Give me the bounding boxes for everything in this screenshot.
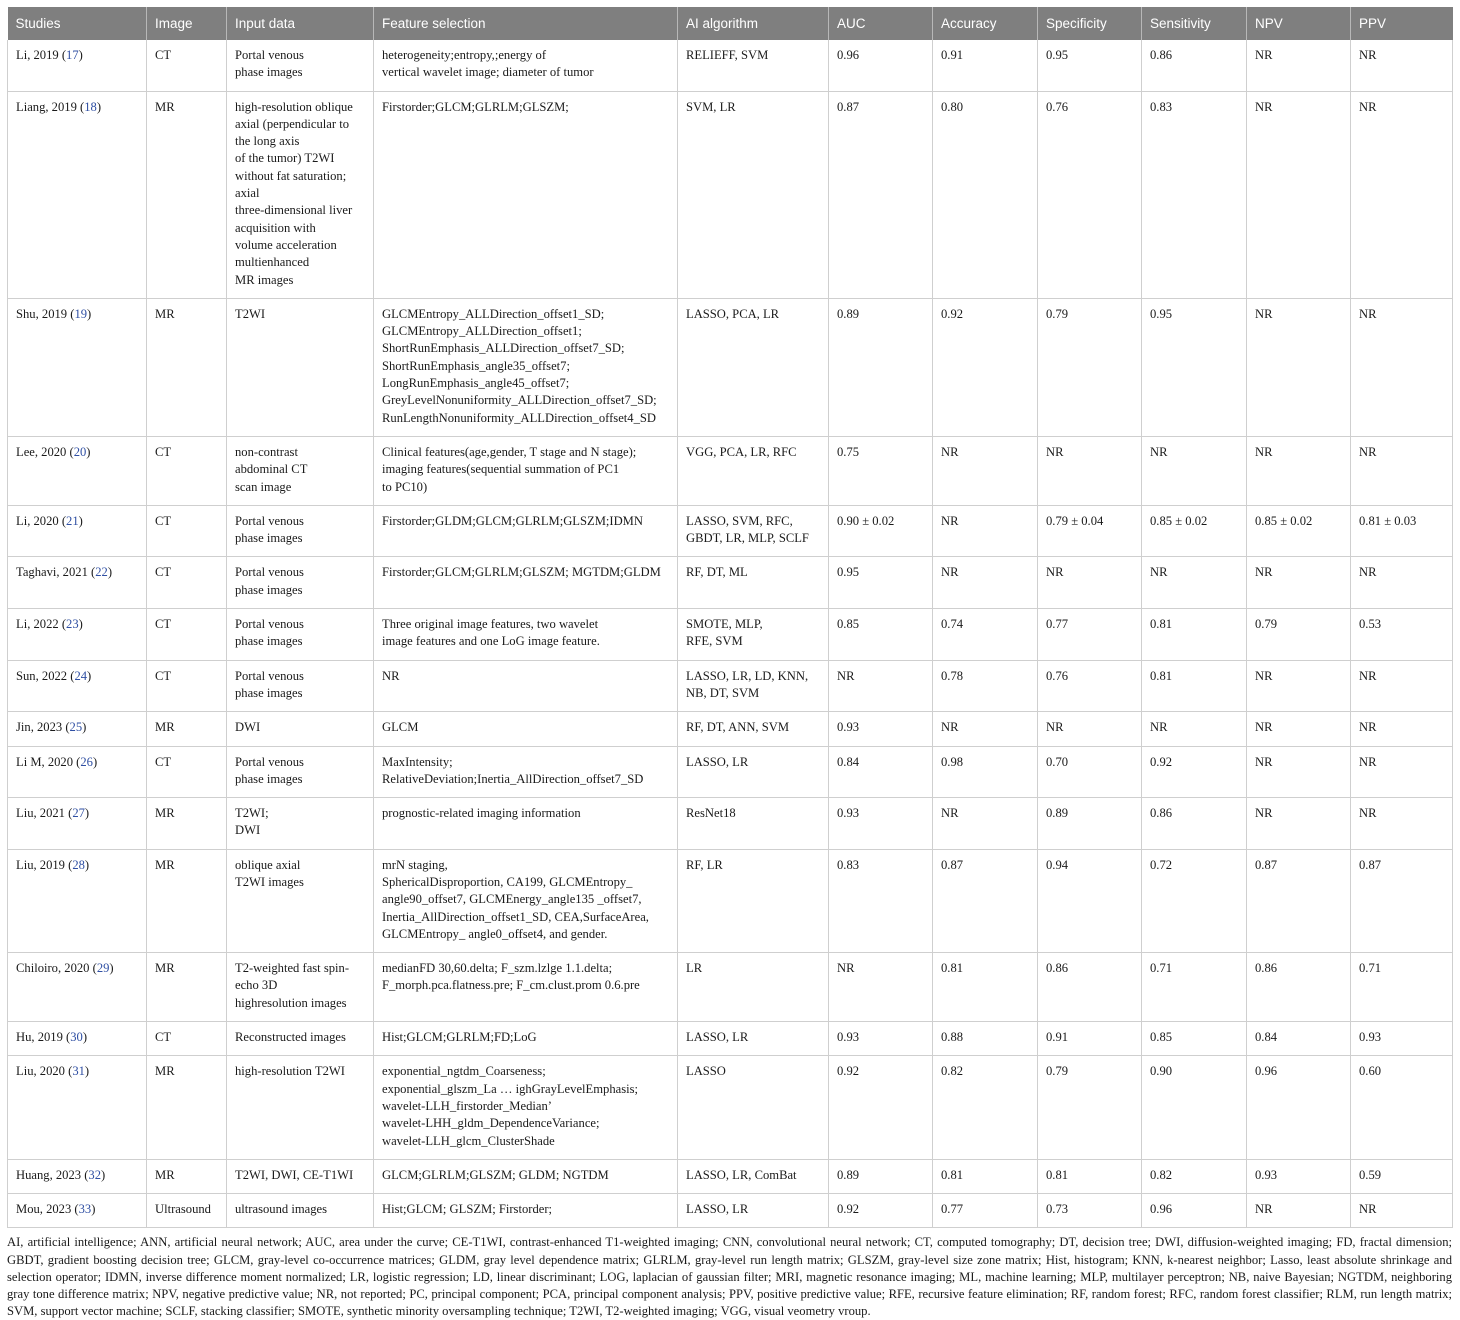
accuracy-cell: 0.82	[933, 1056, 1038, 1159]
input-data-cell: DWI	[227, 712, 374, 746]
ai-algorithm-cell: RELIEFF, SVM	[678, 40, 829, 91]
study-cell: Li M, 2020 (26)	[8, 746, 147, 798]
table-row	[8, 1159, 1453, 1193]
sensitivity-cell: 0.71	[1142, 953, 1247, 1022]
input-data-cell: Portal venous phase images	[227, 660, 374, 712]
sensitivity-cell: NR	[1142, 436, 1247, 505]
accuracy-cell: 0.88	[933, 1022, 1038, 1056]
study-cell: Liang, 2019 (18)	[8, 91, 147, 298]
study-name: Lee, 2020	[16, 444, 67, 459]
reference-link[interactable]: 26	[80, 754, 93, 769]
npv-cell: NR	[1247, 746, 1351, 798]
ai-algorithm-cell: RF, LR	[678, 849, 829, 952]
image-cell: CT	[147, 746, 227, 798]
reference-link[interactable]: 30	[70, 1030, 83, 1045]
header-accuracy: Accuracy	[933, 7, 1038, 40]
specificity-cell: 0.79	[1038, 298, 1142, 436]
accuracy-cell: 0.81	[933, 953, 1038, 1022]
image-cell: CT	[147, 505, 227, 557]
input-data-cell: Portal venous phase images	[227, 505, 374, 557]
input-data-cell: T2WI, DWI, CE-T1WI	[227, 1159, 374, 1193]
sensitivity-cell: 0.81	[1142, 609, 1247, 661]
auc-cell: 0.75	[829, 436, 933, 505]
study-cell: Sun, 2022 (24)	[8, 660, 147, 712]
study-name: Chiloiro, 2020	[16, 961, 90, 976]
accuracy-cell: NR	[933, 557, 1038, 609]
accuracy-cell: NR	[933, 798, 1038, 850]
input-data-cell: Portal venous phase images	[227, 40, 374, 91]
study-cell: Chiloiro, 2020 (29)	[8, 953, 147, 1022]
image-cell: CT	[147, 557, 227, 609]
accuracy-cell: 0.91	[933, 40, 1038, 91]
table-row	[8, 1022, 1453, 1056]
table-row	[8, 505, 1453, 557]
table-row	[8, 746, 1453, 798]
ai-algorithm-cell: SVM, LR	[678, 91, 829, 298]
sensitivity-cell: 0.86	[1142, 40, 1247, 91]
npv-cell: NR	[1247, 660, 1351, 712]
auc-cell: NR	[829, 953, 933, 1022]
specificity-cell: 0.70	[1038, 746, 1142, 798]
table-container	[7, 7, 1452, 1320]
specificity-cell: 0.86	[1038, 953, 1142, 1022]
table-row	[8, 40, 1453, 91]
auc-cell: 0.93	[829, 712, 933, 746]
ai-algorithm-cell: LR	[678, 953, 829, 1022]
npv-cell: 0.87	[1247, 849, 1351, 952]
header-input-data: Input data	[227, 7, 374, 40]
auc-cell: 0.96	[829, 40, 933, 91]
feature-selection-cell: GLCM;GLRLM;GLSZM; GLDM; NGTDM	[374, 1159, 678, 1193]
feature-selection-cell: GLCM	[374, 712, 678, 746]
accuracy-cell: 0.87	[933, 849, 1038, 952]
accuracy-cell: 0.78	[933, 660, 1038, 712]
table-row	[8, 712, 1453, 746]
header-studies: Studies	[8, 7, 147, 40]
sensitivity-cell: 0.81	[1142, 660, 1247, 712]
reference-link[interactable]: 22	[95, 565, 108, 580]
study-name: Shu, 2019	[16, 306, 68, 321]
feature-selection-cell: NR	[374, 660, 678, 712]
feature-selection-cell: Firstorder;GLCM;GLRLM;GLSZM; MGTDM;GLDM	[374, 557, 678, 609]
reference-link[interactable]: 25	[69, 720, 83, 735]
reference-link[interactable]: 23	[66, 617, 79, 632]
input-data-cell: oblique axial T2WI images	[227, 849, 374, 952]
sensitivity-cell: NR	[1142, 557, 1247, 609]
sensitivity-cell: 0.85 ± 0.02	[1142, 505, 1247, 557]
ai-algorithm-cell: LASSO, LR	[678, 746, 829, 798]
ai-algorithm-cell: LASSO	[678, 1056, 829, 1159]
auc-cell: 0.90 ± 0.02	[829, 505, 933, 557]
image-cell: MR	[147, 91, 227, 298]
image-cell: CT	[147, 40, 227, 91]
npv-cell: NR	[1247, 1194, 1351, 1228]
reference-link[interactable]: 33	[78, 1202, 92, 1217]
header-ai-algorithm: AI algorithm	[678, 7, 829, 40]
header-ppv: PPV	[1351, 7, 1453, 40]
sensitivity-cell: 0.95	[1142, 298, 1247, 436]
reference-link[interactable]: 27	[72, 806, 85, 821]
auc-cell: 0.95	[829, 557, 933, 609]
specificity-cell: 0.91	[1038, 1022, 1142, 1056]
table-row	[8, 436, 1453, 505]
ppv-cell: 0.60	[1351, 1056, 1453, 1159]
table-header-row	[8, 7, 1453, 40]
npv-cell: NR	[1247, 91, 1351, 298]
npv-cell: NR	[1247, 798, 1351, 850]
ppv-cell: NR	[1351, 436, 1453, 505]
header-specificity: Specificity	[1038, 7, 1142, 40]
feature-selection-cell: mrN staging, SphericalDisproportion, CA199, GLCMEntropy_ angle90_offset7, GLCMEnergy_angle135 _offset7, Inertia_AllDirection_offset1_SD, CEA,SurfaceArea, GLCMEntropy_ angle0_offset4, and gender.	[374, 849, 678, 952]
image-cell: CT	[147, 609, 227, 661]
header-sensitivity: Sensitivity	[1142, 7, 1247, 40]
image-cell: CT	[147, 436, 227, 505]
accuracy-cell: NR	[933, 505, 1038, 557]
header-image: Image	[147, 7, 227, 40]
study-cell: Lee, 2020 (20)	[8, 436, 147, 505]
feature-selection-cell: MaxIntensity; RelativeDeviation;Inertia_AllDirection_offset7_SD	[374, 746, 678, 798]
npv-cell: 0.96	[1247, 1056, 1351, 1159]
feature-selection-cell: exponential_ngtdm_Coarseness; exponential_glszm_La … ighGrayLevelEmphasis; wavelet-LLH_firstorder_Median’ wavelet-LHH_gldm_DependenceVariance; wavelet-LLH_glcm_ClusterShade	[374, 1056, 678, 1159]
ai-algorithm-cell: VGG, PCA, LR, RFC	[678, 436, 829, 505]
npv-cell: 0.93	[1247, 1159, 1351, 1193]
ai-algorithm-cell: SMOTE, MLP, RFE, SVM	[678, 609, 829, 661]
specificity-cell: NR	[1038, 557, 1142, 609]
ppv-cell: NR	[1351, 660, 1453, 712]
ai-algorithm-cell: LASSO, LR	[678, 1194, 829, 1228]
feature-selection-cell: Hist;GLCM; GLSZM; Firstorder;	[374, 1194, 678, 1228]
table-row	[8, 798, 1453, 850]
npv-cell: 0.84	[1247, 1022, 1351, 1056]
input-data-cell: Portal venous phase images	[227, 609, 374, 661]
ppv-cell: 0.71	[1351, 953, 1453, 1022]
auc-cell: 0.92	[829, 1056, 933, 1159]
specificity-cell: 0.95	[1038, 40, 1142, 91]
reference-link[interactable]: 17	[66, 48, 79, 62]
study-cell: Liu, 2020 (31)	[8, 1056, 147, 1159]
input-data-cell: high-resolution T2WI	[227, 1056, 374, 1159]
image-cell: Ultrasound	[147, 1194, 227, 1228]
study-name: Hu, 2019	[16, 1030, 63, 1045]
specificity-cell: 0.79	[1038, 1056, 1142, 1159]
image-cell: CT	[147, 1022, 227, 1056]
feature-selection-cell: Hist;GLCM;GLRLM;FD;LoG	[374, 1022, 678, 1056]
sensitivity-cell: 0.86	[1142, 798, 1247, 850]
input-data-cell: Portal venous phase images	[227, 557, 374, 609]
study-cell: Hu, 2019 (30)	[8, 1022, 147, 1056]
study-name: Taghavi, 2021	[16, 565, 88, 580]
auc-cell: 0.89	[829, 298, 933, 436]
study-name: Liu, 2021	[16, 806, 65, 821]
feature-selection-cell: Clinical features(age,gender, T stage and N stage); imaging features(sequential summation of PC1 to PC10)	[374, 436, 678, 505]
study-cell: Liu, 2021 (27)	[8, 798, 147, 850]
study-name: Li, 2022	[16, 617, 59, 632]
study-cell: Huang, 2023 (32)	[8, 1159, 147, 1193]
reference-link[interactable]: 21	[66, 513, 79, 528]
study-name: Liu, 2020	[16, 1064, 65, 1079]
ppv-cell: NR	[1351, 1194, 1453, 1228]
specificity-cell: 0.81	[1038, 1159, 1142, 1193]
image-cell: MR	[147, 1159, 227, 1193]
feature-selection-cell: Three original image features, two wavelet image features and one LoG image feature.	[374, 609, 678, 661]
studies-table	[7, 7, 1453, 1228]
sensitivity-cell: 0.85	[1142, 1022, 1247, 1056]
specificity-cell: 0.89	[1038, 798, 1142, 850]
specificity-cell: NR	[1038, 436, 1142, 505]
table-footnote: AI, artificial intelligence; ANN, artificial neural network; AUC, area under the curve; CE-T1WI, contrast-enhanced T1-weighted imaging; CNN, convolutional neural network; CT, computed tomography; DT, decision tree; DWI, diffusion-weighted imaging; FD, fractal dimension; GBDT, gradient boosting decision tree; GLCM, gray-level co-occurrence matrices; GLDM, gray level dependence matrix; GLRLM, gray-level run length matrix; GLSZM, gray-level size zone matrix; Hist, histogram; KNN, k-nearest neighbor; Lasso, least absolute shrinkage and selection operator; IDMN, inverse difference moment normalized; LR, logistic regression; LD, linear discriminant; LOG, laplacian of gaussian filter; MRI, magnetic resonance imaging; ML, machine learning; MLP, multilayer perceptron; NB, naive Bayesian; NGTDM, neighboring gray tone difference matrix; NPV, negative predictive value; NR, not reported; PC, principal component; PCA, principal component analysis; PPV, positive predictive value; RFE, recursive feature elimination; RF, random forest; RFC, random forest classifier; RLM, run length matrix; SVM, support vector machine; SCLF, stacking classifier; SMOTE, synthetic minority oversampling technique; T2WI, T2-weighted imaging; VGG, visual veometry vroup.	[7, 1235, 1452, 1319]
study-name: Li, 2019	[16, 48, 59, 62]
accuracy-cell: 0.98	[933, 746, 1038, 798]
study-cell: Taghavi, 2021 (22)	[8, 557, 147, 609]
input-data-cell: high-resolution oblique axial (perpendicular to the long axis of the tumor) T2WI without fat saturation; axial three-dimensional liver acquisition with volume acceleration multienhanced MR images	[227, 91, 374, 298]
ppv-cell: 0.59	[1351, 1159, 1453, 1193]
input-data-cell: non-contrast abdominal CT scan image	[227, 436, 374, 505]
sensitivity-cell: NR	[1142, 712, 1247, 746]
table-row	[8, 660, 1453, 712]
header-npv: NPV	[1247, 7, 1351, 40]
auc-cell: 0.89	[829, 1159, 933, 1193]
ai-algorithm-cell: LASSO, SVM, RFC, GBDT, LR, MLP, SCLF	[678, 505, 829, 557]
table-row	[8, 1194, 1453, 1228]
table-row	[8, 1056, 1453, 1159]
input-data-cell: T2WI	[227, 298, 374, 436]
study-cell: Li, 2019 (17)	[8, 40, 147, 91]
table-row	[8, 609, 1453, 661]
ppv-cell: NR	[1351, 557, 1453, 609]
auc-cell: NR	[829, 660, 933, 712]
feature-selection-cell: GLCMEntropy_ALLDirection_offset1_SD; GLCMEntropy_ALLDirection_offset1; ShortRunEmphasis_ALLDirection_offset7_SD; ShortRunEmphasis_angle35_offset7; LongRunEmphasis_angle45_offset7; GreyLevelNonuniformity_ALLDirection_offset7_SD; RunLengthNonuniformity_ALLDirection_offset4_SD	[374, 298, 678, 436]
ppv-cell: NR	[1351, 746, 1453, 798]
sensitivity-cell: 0.96	[1142, 1194, 1247, 1228]
feature-selection-cell: medianFD 30,60.delta; F_szm.lzlge 1.1.delta; F_morph.pca.flatness.pre; F_cm.clust.prom 0.6.pre	[374, 953, 678, 1022]
reference-link[interactable]: 24	[74, 668, 88, 683]
study-name: Liang, 2019	[16, 99, 77, 114]
image-cell: MR	[147, 798, 227, 850]
input-data-cell: T2-weighted fast spin- echo 3D highresolution images	[227, 953, 374, 1022]
ai-algorithm-cell: LASSO, LR, ComBat	[678, 1159, 829, 1193]
study-name: Sun, 2022	[16, 668, 68, 683]
reference-link[interactable]: 31	[72, 1064, 85, 1079]
npv-cell: NR	[1247, 436, 1351, 505]
reference-link[interactable]: 28	[72, 857, 85, 872]
ai-algorithm-cell: LASSO, LR	[678, 1022, 829, 1056]
ppv-cell: NR	[1351, 40, 1453, 91]
specificity-cell: 0.76	[1038, 91, 1142, 298]
ai-algorithm-cell: RF, DT, ML	[678, 557, 829, 609]
ppv-cell: NR	[1351, 91, 1453, 298]
auc-cell: 0.92	[829, 1194, 933, 1228]
image-cell: CT	[147, 660, 227, 712]
feature-selection-cell: Firstorder;GLCM;GLRLM;GLSZM;	[374, 91, 678, 298]
input-data-cell: Reconstructed images	[227, 1022, 374, 1056]
input-data-cell: T2WI; DWI	[227, 798, 374, 850]
study-cell: Li, 2022 (23)	[8, 609, 147, 661]
ppv-cell: 0.87	[1351, 849, 1453, 952]
specificity-cell: 0.76	[1038, 660, 1142, 712]
study-name: Li, 2020	[16, 513, 59, 528]
header-feature-selection: Feature selection	[374, 7, 678, 40]
npv-cell: NR	[1247, 557, 1351, 609]
study-cell: Jin, 2023 (25)	[8, 712, 147, 746]
auc-cell: 0.83	[829, 849, 933, 952]
npv-cell: 0.86	[1247, 953, 1351, 1022]
sensitivity-cell: 0.83	[1142, 91, 1247, 298]
study-cell: Li, 2020 (21)	[8, 505, 147, 557]
accuracy-cell: 0.80	[933, 91, 1038, 298]
specificity-cell: 0.77	[1038, 609, 1142, 661]
ai-algorithm-cell: ResNet18	[678, 798, 829, 850]
reference-link[interactable]: 29	[96, 961, 110, 976]
image-cell: MR	[147, 298, 227, 436]
reference-link[interactable]: 32	[88, 1167, 101, 1182]
sensitivity-cell: 0.72	[1142, 849, 1247, 952]
study-name: Huang, 2023	[16, 1167, 82, 1182]
specificity-cell: NR	[1038, 712, 1142, 746]
accuracy-cell: 0.81	[933, 1159, 1038, 1193]
image-cell: MR	[147, 1056, 227, 1159]
npv-cell: 0.85 ± 0.02	[1247, 505, 1351, 557]
study-name: Liu, 2019	[16, 857, 65, 872]
accuracy-cell: NR	[933, 436, 1038, 505]
study-name: Mou, 2023	[16, 1202, 72, 1217]
image-cell: MR	[147, 953, 227, 1022]
sensitivity-cell: 0.92	[1142, 746, 1247, 798]
table-row	[8, 849, 1453, 952]
specificity-cell: 0.73	[1038, 1194, 1142, 1228]
auc-cell: 0.85	[829, 609, 933, 661]
study-cell: Mou, 2023 (33)	[8, 1194, 147, 1228]
feature-selection-cell: Firstorder;GLDM;GLCM;GLRLM;GLSZM;IDMN	[374, 505, 678, 557]
table-row	[8, 953, 1453, 1022]
ppv-cell: NR	[1351, 798, 1453, 850]
accuracy-cell: 0.74	[933, 609, 1038, 661]
auc-cell: 0.93	[829, 1022, 933, 1056]
study-name: Jin, 2023	[16, 720, 63, 735]
image-cell: MR	[147, 849, 227, 952]
ppv-cell: 0.81 ± 0.03	[1351, 505, 1453, 557]
specificity-cell: 0.94	[1038, 849, 1142, 952]
header-auc: AUC	[829, 7, 933, 40]
feature-selection-cell: heterogeneity;entropy,;energy of vertical wavelet image; diameter of tumor	[374, 40, 678, 91]
table-row	[8, 557, 1453, 609]
study-name: Li M, 2020	[16, 754, 74, 769]
ppv-cell: 0.53	[1351, 609, 1453, 661]
ppv-cell: NR	[1351, 298, 1453, 436]
specificity-cell: 0.79 ± 0.04	[1038, 505, 1142, 557]
sensitivity-cell: 0.82	[1142, 1159, 1247, 1193]
ai-algorithm-cell: LASSO, PCA, LR	[678, 298, 829, 436]
auc-cell: 0.87	[829, 91, 933, 298]
npv-cell: NR	[1247, 40, 1351, 91]
ppv-cell: NR	[1351, 712, 1453, 746]
study-cell: Liu, 2019 (28)	[8, 849, 147, 952]
table-row	[8, 298, 1453, 436]
table-body	[8, 40, 1453, 1228]
sensitivity-cell: 0.90	[1142, 1056, 1247, 1159]
accuracy-cell: NR	[933, 712, 1038, 746]
accuracy-cell: 0.92	[933, 298, 1038, 436]
reference-link[interactable]: 18	[84, 99, 97, 114]
table-row	[8, 91, 1453, 298]
input-data-cell: Portal venous phase images	[227, 746, 374, 798]
accuracy-cell: 0.77	[933, 1194, 1038, 1228]
npv-cell: NR	[1247, 298, 1351, 436]
auc-cell: 0.93	[829, 798, 933, 850]
image-cell: MR	[147, 712, 227, 746]
study-cell: Shu, 2019 (19)	[8, 298, 147, 436]
npv-cell: 0.79	[1247, 609, 1351, 661]
reference-link[interactable]: 20	[73, 444, 87, 459]
ai-algorithm-cell: RF, DT, ANN, SVM	[678, 712, 829, 746]
ppv-cell: 0.93	[1351, 1022, 1453, 1056]
reference-link[interactable]: 19	[74, 306, 88, 321]
feature-selection-cell: prognostic-related imaging information	[374, 798, 678, 850]
input-data-cell: ultrasound images	[227, 1194, 374, 1228]
ai-algorithm-cell: LASSO, LR, LD, KNN, NB, DT, SVM	[678, 660, 829, 712]
auc-cell: 0.84	[829, 746, 933, 798]
npv-cell: NR	[1247, 712, 1351, 746]
